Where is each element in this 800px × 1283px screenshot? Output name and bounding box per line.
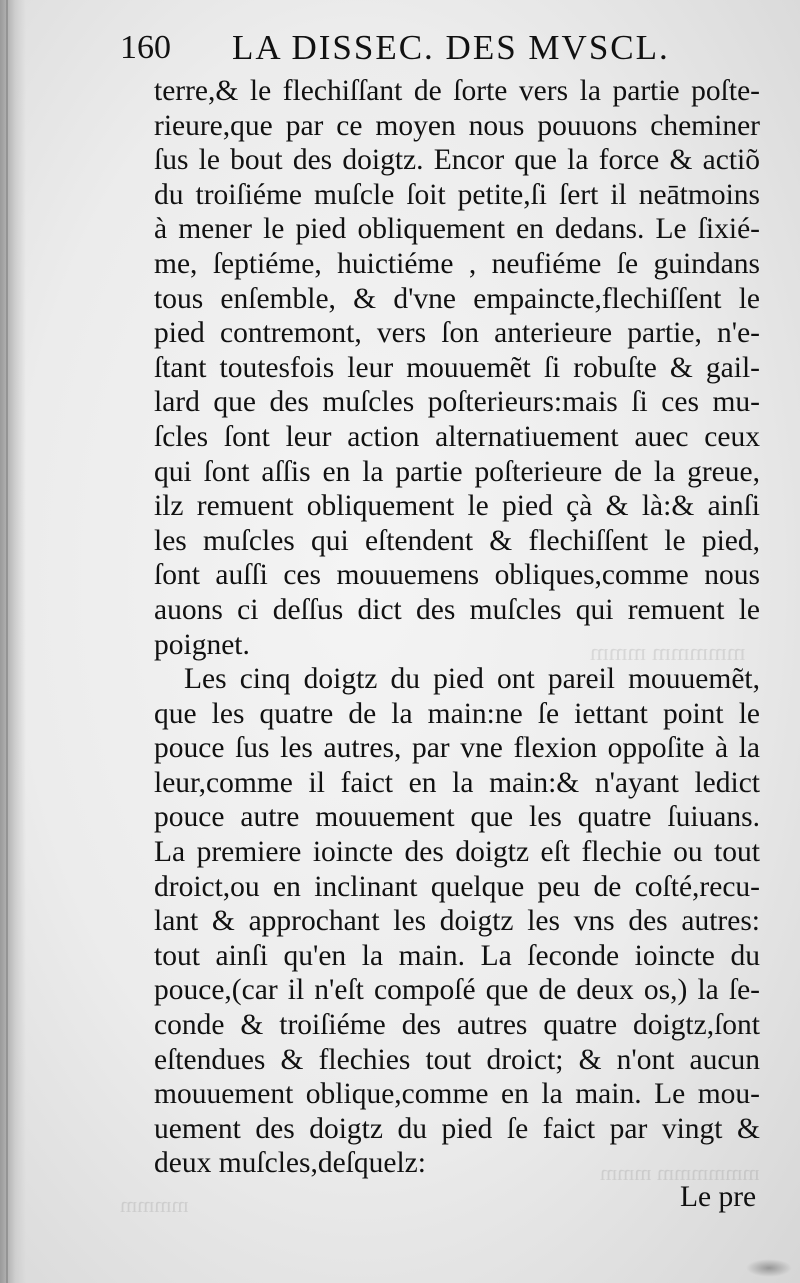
text-line: rieure,que par ce moyen nous pouuons cheminer bbox=[154, 109, 760, 142]
text-line: que les quatre de la main:ne ſe iettant point le bbox=[154, 697, 760, 730]
text-line: pouce autre mouuement que les quatre ſuiuans. bbox=[154, 801, 760, 834]
text-line: lard que des muſcles poſterieurs:mais ſi ces mu- bbox=[154, 386, 760, 419]
text-line: mouuement oblique,comme en la main. Le mou- bbox=[154, 1078, 760, 1111]
running-head: LA DISSEC. DES MVSCL. bbox=[232, 28, 670, 67]
page-number: 160 bbox=[120, 29, 171, 66]
text-line: tout ainſi qu'en la main. La ſeconde ioincte du bbox=[154, 939, 760, 972]
page-corner-smudge bbox=[746, 1259, 792, 1277]
text-line: qui ſont aſſis en la partie poſterieure de la greue, bbox=[154, 455, 760, 488]
gutter-shadow bbox=[0, 0, 26, 1283]
text-line: uement des doigtz du pied ſe faict par vingt & bbox=[154, 1112, 760, 1145]
text-line: leur,comme il faict en la main:& n'ayant ledict bbox=[154, 766, 760, 799]
text-line: ſcles ſont leur action alternatiuement auec ceux bbox=[154, 420, 760, 453]
text-line: tous enſemble, & d'vne empaincte,flechiſſent le bbox=[154, 282, 760, 315]
text-line: terre,& le flechiſſant de ſorte vers la partie poſte- bbox=[154, 75, 760, 107]
catchword: Le pre bbox=[680, 1181, 757, 1213]
text-line: les muſcles qui eſtendent & flechiſſent le pied, bbox=[154, 524, 760, 557]
text-line: pied contremont, vers ſon anterieure partie, n'e- bbox=[154, 317, 760, 350]
text-line: ſus le bout des doigtz. Encor que la force & actiõ bbox=[154, 144, 760, 177]
text-line: pouce ſus les autres, par vne flexion oppoſite à la bbox=[154, 732, 760, 765]
text-line: ſtant toutesfois leur mouuemẽt ſi robuſte & gail- bbox=[154, 351, 760, 384]
show-through-ink: mmmmmm mmm bbox=[600, 1160, 760, 1185]
text-line: lant & approchant les doigtz les vns des autres: bbox=[154, 905, 760, 938]
text-line-paragraph-end: deux muſcles,deſquelz: bbox=[154, 1147, 426, 1180]
text-line: ſont auſſi ces mouuemens obliques,comme nous bbox=[154, 559, 760, 592]
show-through-ink: mmmmm mmm bbox=[590, 640, 746, 666]
text-line: ilz remuent obliquement le pied çà & là:& ainſi bbox=[154, 490, 760, 523]
text-line: eſtendues & flechies tout droict; & n'ont aucun bbox=[154, 1043, 760, 1076]
text-line: à mener le pied obliquement en dedans. Le ſixié- bbox=[154, 213, 760, 246]
text-line: La premiere ioincte des doigtz eſt flechie ou tout bbox=[154, 836, 760, 869]
page-header bbox=[120, 26, 760, 70]
text-line: auons ci deſſus dict des muſcles qui remuent le bbox=[154, 593, 760, 626]
text-line-paragraph-end: poignet. bbox=[154, 628, 250, 661]
text-line: conde & troiſiéme des autres quatre doigtz,ſont bbox=[154, 1009, 760, 1042]
text-line: droict,ou en inclinant quelque peu de coſté,recu- bbox=[154, 870, 760, 903]
show-through-ink: mmmm bbox=[120, 1192, 189, 1217]
text-line: du troiſiéme muſcle ſoit petite,ſi ſert il neātmoins bbox=[154, 178, 760, 211]
text-line: pouce,(car il n'eſt compoſé que de deux os,) la ſe- bbox=[154, 974, 760, 1007]
text-line-paragraph-start: Les cinq doigtz du pied ont pareil mouuemẽt, bbox=[184, 663, 760, 696]
text-line: me, ſeptiéme, huictiéme , neufiéme ſe guindans bbox=[154, 247, 760, 280]
gutter-edge bbox=[6, 0, 8, 1283]
body-text bbox=[154, 74, 760, 1181]
